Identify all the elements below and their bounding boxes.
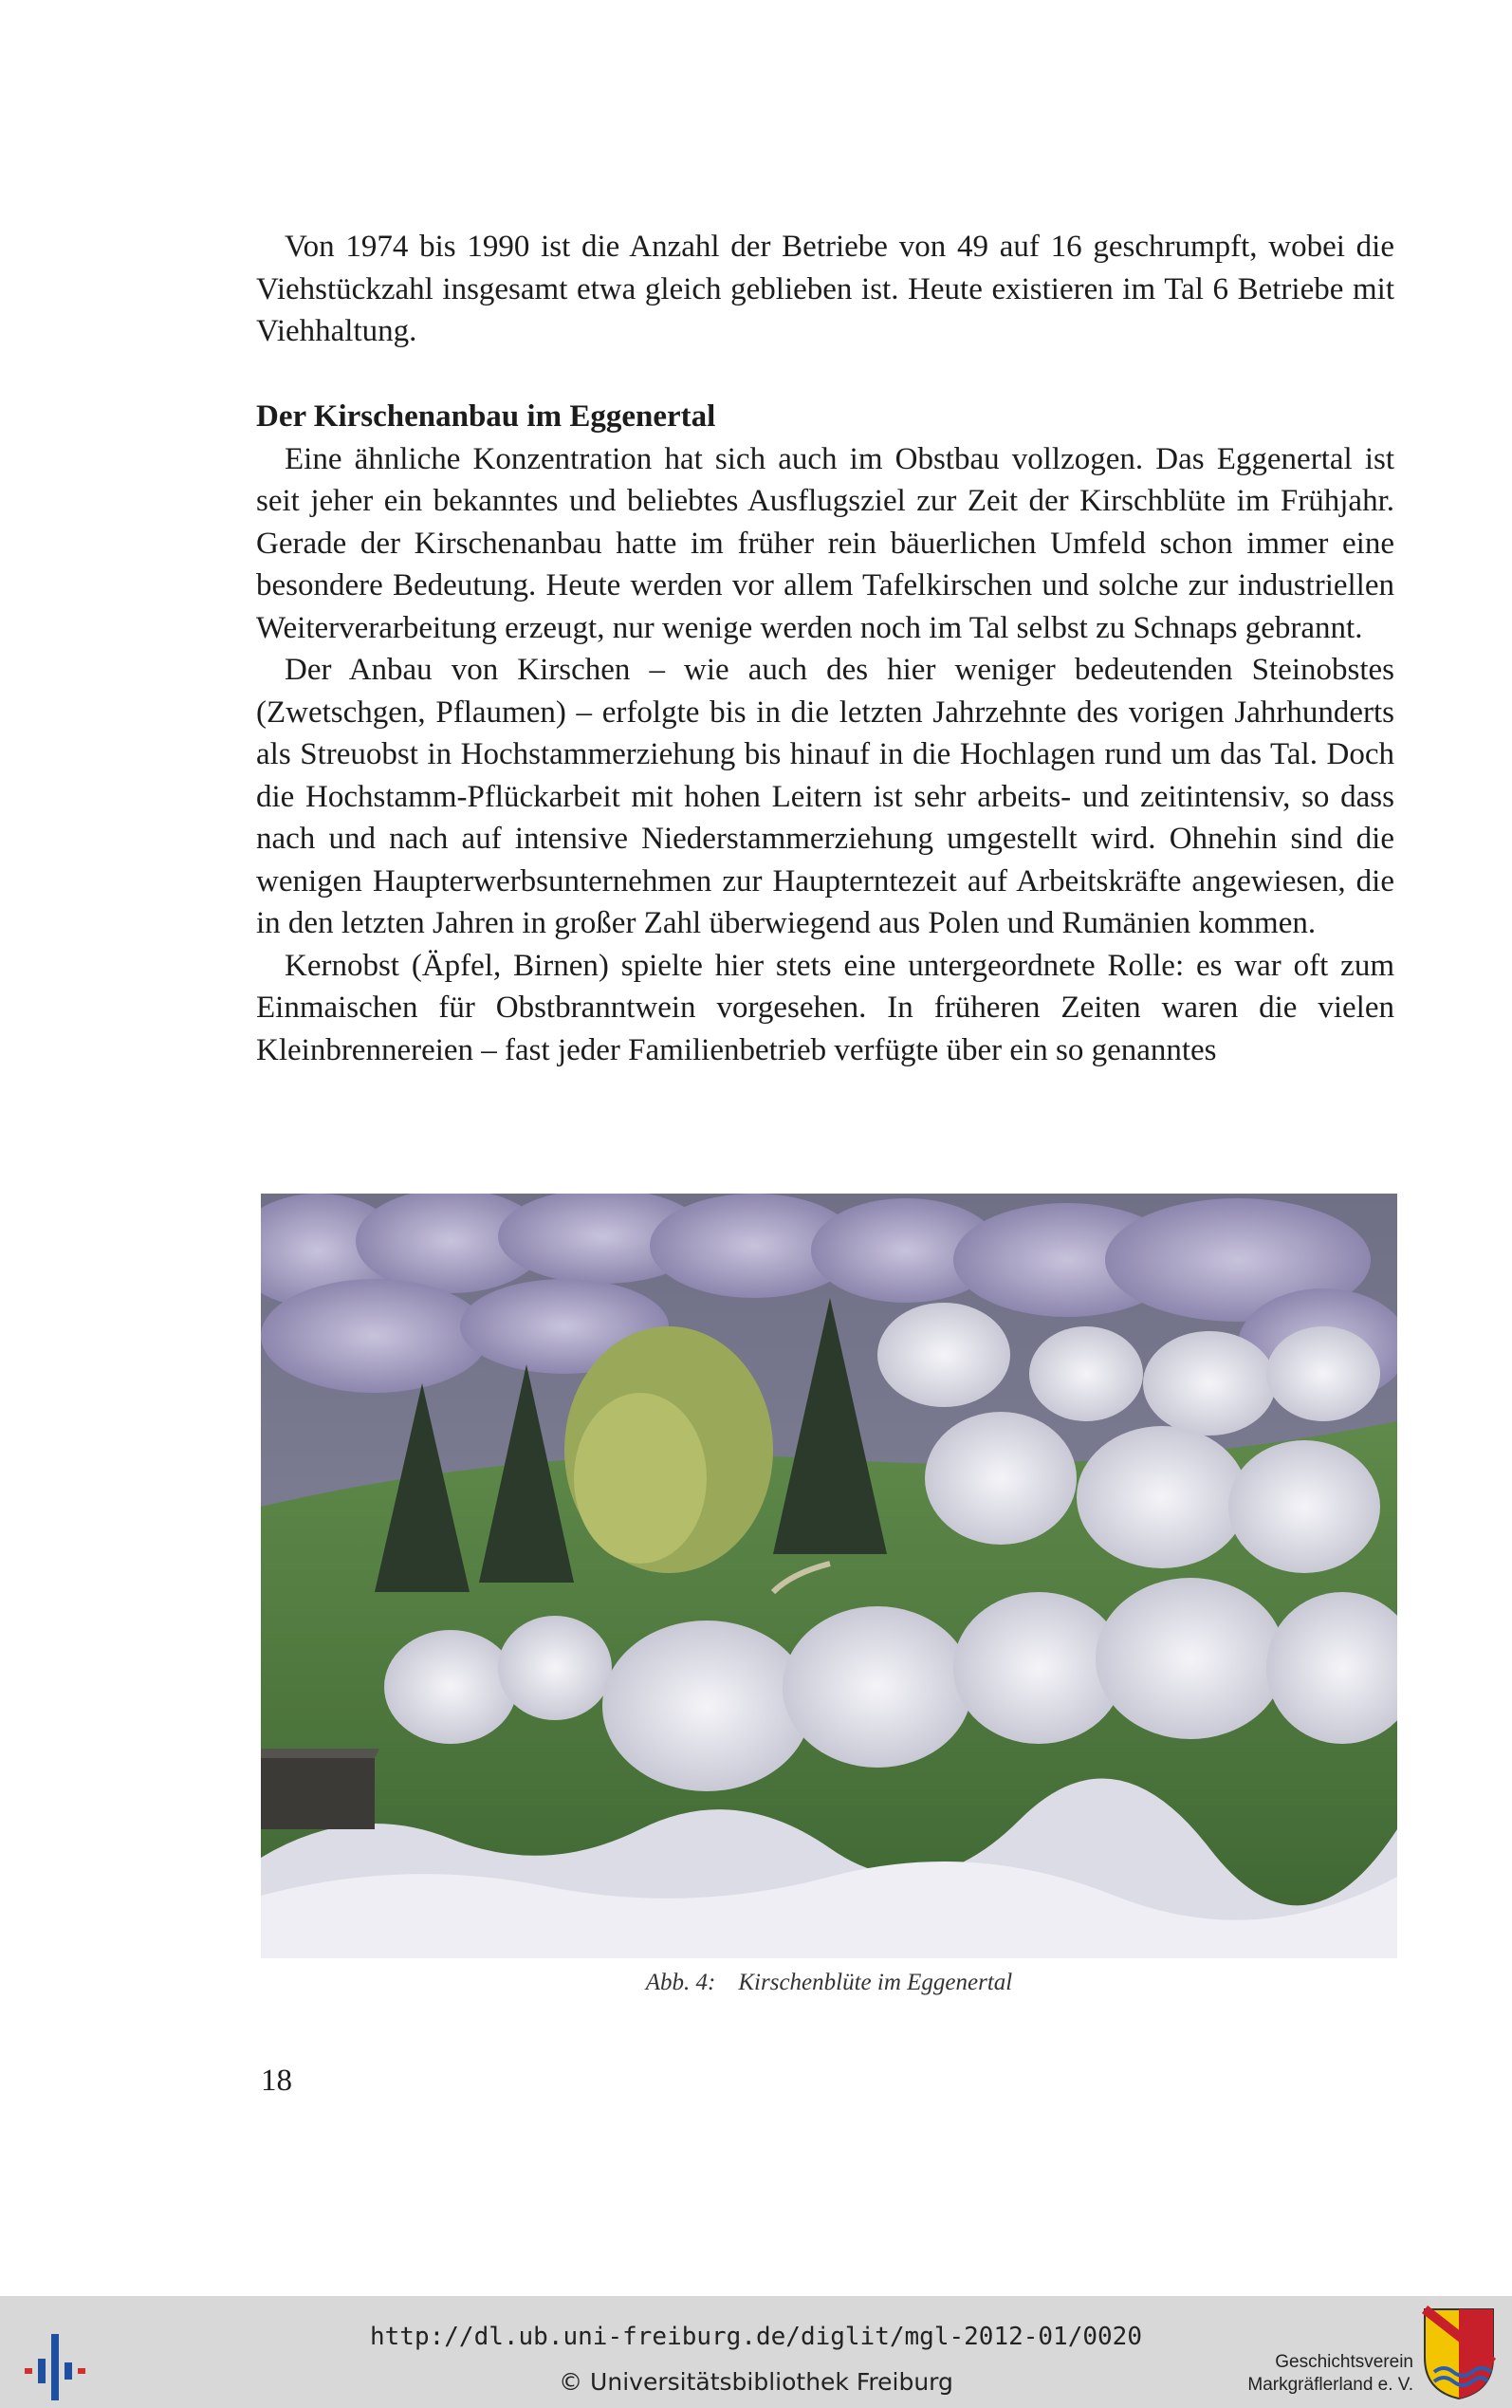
society-line-1: Geschichtsverein (1275, 2352, 1413, 2372)
society-name (1247, 2351, 1413, 2397)
figure-caption (261, 1970, 1397, 1996)
paragraph-1: Eine ähnliche Konzentration hat sich auch im Obstbau vollzogen. Das Eggenertal ist seit jeher ein bekanntes und beliebtes Ausflugsziel zur Zeit der Kirschblüte im Frühjahr. Gerade der Kirschenanbau hatte im früher rein bäuerlichen Umfeld schon immer eine besondere Bedeutung. Heute werden vor allem Tafelkirschen und solche zur industriellen Weiterverarbeitung erzeugt, nur wenige werden noch im Tal selbst zu Schnaps gebrannt. (256, 441, 1394, 645)
section-kirschenanbau (256, 396, 1394, 1071)
orchard-photo (261, 1194, 1397, 1958)
paragraph-3: Kernobst (Äpfel, Birnen) spielte hier stets eine untergeordnete Rolle: es war oft zum Einmaischen für Obstbranntwein vorgesehen. In früheren Zeiten waren die vielen Kleinbrennereien – fast jeder Familienbetrieb verfügte über ein so genanntes (256, 948, 1394, 1067)
paragraph-2: Der Anbau von Kirschen – wie auch des hier weniger bedeutenden Steinobstes (Zwetschgen, Pflaumen) – erfolgte bis in die letzten Jahrzehnte des vorigen Jahrhunderts als Streuobst in Hochstammerziehung bis hinauf in die Hochlagen rund um das Tal. Doch die Hochstamm-Pflückarbeit mit hohen Leitern ist sehr arbeits- und zeitintensiv, so dass nach und nach auf intensive Niederstammerziehung umgestellt wird. Ohnehin sind die wenigen Haupterwerbsunternehmen zur Haupterntezeit auf Arbeitskräfte angewiesen, die in den letzten Jahren in großer Zahl überwiegend aus Polen und Rumänien kommen. (256, 653, 1394, 940)
society-line-2: Markgräflerland e. V. (1247, 2375, 1413, 2395)
figure-caption-text: Kirschenblüte im Eggenertal (738, 1970, 1013, 1995)
page-number: 18 (261, 2064, 292, 2098)
footer-copyright: © Universitätsbibliothek Freiburg (559, 2368, 953, 2396)
repository-footer (0, 2296, 1512, 2408)
section-heading: Der Kirschenanbau im Eggenertal (256, 399, 716, 434)
footer-url[interactable]: http://dl.ub.uni-freiburg.de/diglit/mgl-2012-01/0020 (370, 2323, 1142, 2351)
intro-text (256, 226, 1394, 353)
figure-label: Abb. 4: (645, 1970, 716, 1995)
intro-paragraph: Von 1974 bis 1990 ist die Anzahl der Betriebe von 49 auf 16 geschrumpft, wobei die Viehstückzahl insgesamt etwa gleich geblieben ist. Heute existieren im Tal 6 Betriebe mit Viehhaltung. (256, 230, 1394, 348)
society-crest-icon (1421, 2306, 1497, 2400)
